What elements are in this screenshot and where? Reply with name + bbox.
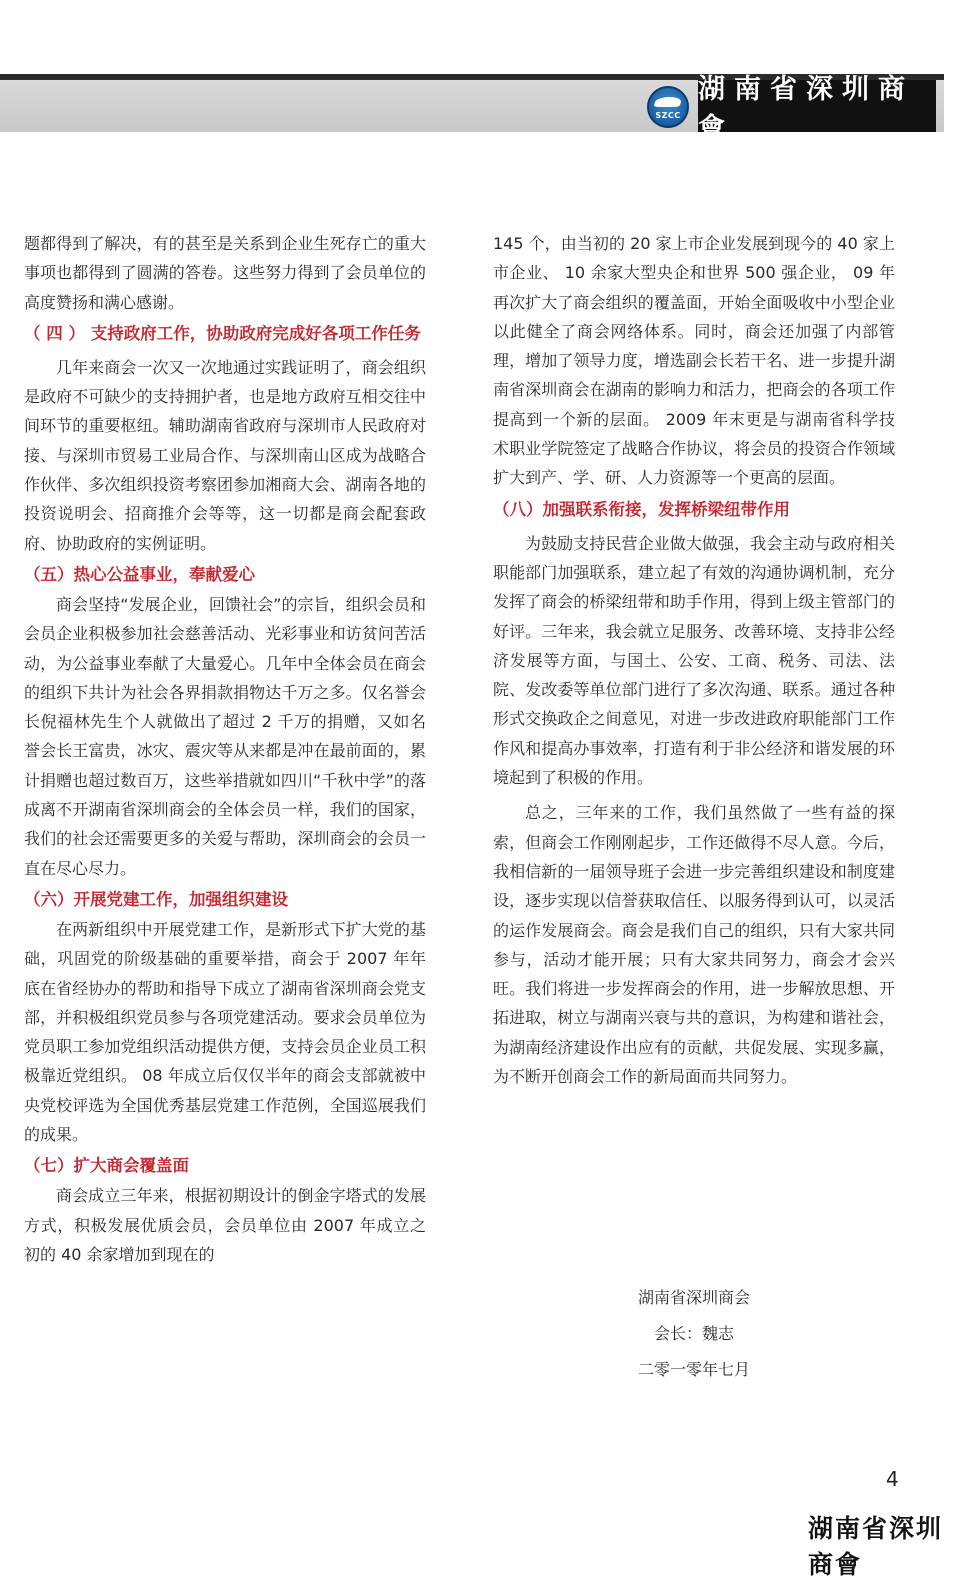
paragraph-1: 题都得到了解决，有的甚至是关系到企业生死存亡的重大事项也都得到了圆满的答卷。这些努力得到了会员单位的高度赞扬和满心感谢。: [24, 234, 426, 312]
page-number: 4: [886, 1467, 899, 1491]
heading-section-8: （八）加强联系衔接，发挥桥梁纽带作用: [493, 499, 790, 519]
logo-text: SZCC: [655, 111, 681, 120]
right-column: [493, 229, 895, 1091]
heading-section-7: （七）扩大商会覆盖面: [24, 1156, 189, 1176]
szcc-logo-icon: [647, 86, 689, 128]
paragraph-conclusion: 总之，三年来的工作，我们虽然做了一些有益的探索，但商会工作刚刚起步，工作还做得不尽人意。今后，我相信新的一届领导班子会进一步完善组织建设和制度建设，逐步实现以信誉获取信任、以服务得到认可，以灵活的运作发展商会。商会是我们自己的组织，只有大家共同参与，活动才能开展；只有大家共同努力，商会才会兴旺。我们将进一步发挥商会的作用，进一步解放思想、开拓进取，树立与湖南兴衰与共的意识，为构建和谐社会，为湖南经济建设作出应有的贡献，共促发展、实现多赢，为不断开创商会工作的新局面而共同努力。: [493, 803, 895, 1087]
paragraph-section-5: 商会坚持“发展企业，回馈社会”的宗旨，组织会员和会员企业积极参加社会慈善活动、光彩事业和访贫问苦活动，为公益事业奉献了大量爱心。几年中全体会员在商会的组织下共计为社会各界捐款捐物达千万之多。仅名誉会长倪福林先生个人就做出了超过 2 千万的捐赠，又如名誉会长王富贵，冰灾、震灾等从来都是冲在最前面的，累计捐赠也超过数百万，这些举措就如四川“千秋中学”的落成离不开湖南省深圳商会的全体会员一样，我们的国家，我们的社会还需要更多的关爱与帮助，深圳商会的会员一直在尽心尽力。: [24, 594, 426, 878]
signature-date: 二零一零年七月: [637, 1360, 750, 1379]
heading-section-6: （六）开展党建工作，加强组织建设: [24, 889, 288, 909]
signature-president: 会长：魏志: [653, 1324, 734, 1343]
header-title-box: [698, 74, 936, 144]
footer-brand: 湖南省深圳商會: [808, 1514, 944, 1579]
header-org-name: 湖南省深圳商會: [698, 74, 914, 144]
heading-section-5: （五）热心公益事业，奉献爱心: [24, 564, 255, 584]
logo-emblem-icon: [653, 97, 682, 107]
heading-section-4: （ 四 ） 支持政府工作，协助政府完成好各项工作任务: [24, 323, 421, 343]
signature-org: 湖南省深圳商会: [637, 1288, 750, 1307]
left-column: [24, 229, 426, 1269]
paragraph-section-7: 商会成立三年来，根据初期设计的倒金字塔式的发展方式，积极发展优质会员，会员单位由 2007 年成立之初的 40 余家增加到现在的: [24, 1186, 426, 1264]
paragraph-section-4: 几年来商会一次又一次地通过实践证明了，商会组织是政府不可缺少的支持拥护者，也是地方政府互相交往中间环节的重要枢纽。辅助湖南省政府与深圳市人民政府对接、与深圳市贸易工业局合作、与深圳南山区成为战略合作伙伴、多次组织投资考察团参加湘商大会、湖南各地的投资说明会、招商推介会等等，这一切都是商会配套政府、协助政府的实例证明。: [24, 357, 426, 553]
paragraph-section-6: 在两新组织中开展党建工作，是新形式下扩大党的基础，巩固党的阶级基础的重要举措，商会于 2007 年年底在省经协办的帮助和指导下成立了湖南省深圳商会党支部，并积极组织党员参与各项党建活动。要求会员单位为党员职工参加党组织活动提供方便，支持会员企业员工积极靠近党组织。 08 年成立后仅仅半年的商会支部就被中央党校评选为全国优秀基层党建工作范例，全国巡展我们的成果。: [24, 919, 426, 1145]
paragraph-section-8: 为鼓励支持民营企业做大做强，我会主动与政府相关职能部门加强联系，建立起了有效的沟通协调机制，充分发挥了商会的桥梁纽带和助手作用，得到上级主管部门的好评。三年来，我会就立足服务、改善环境、支持非公经济发展等方面，与国土、公安、工商、税务、司法、法院、发改委等单位部门进行了多次沟通、联系。通过各种形式交换政企之间意见，对进一步改进政府职能部门工作作风和提高办事效率，打造有利于非公经济和谐发展的环境起到了积极的作用。: [493, 533, 895, 788]
paragraph-section-7-continued: 145 个，由当初的 20 家上市企业发展到现今的 40 家上市企业、 10 余家大型央企和世界 500 强企业， 09 年再次扩大了商会组织的覆盖面，开始全面吸收中小型企业以此健全了商会网络体系。同时，商会还加强了内部管理，增加了领导力度，增选副会长若干名、进一步提升湖南省深圳商会在湖南的影响力和活力，把商会的各项工作提高到一个新的层面。 2009 年末更是与湖南省科学技术职业学院签定了战略合作协议，将会员的投资合作领域扩大到产、学、研、人力资源等一个更高的层面。: [493, 234, 895, 488]
